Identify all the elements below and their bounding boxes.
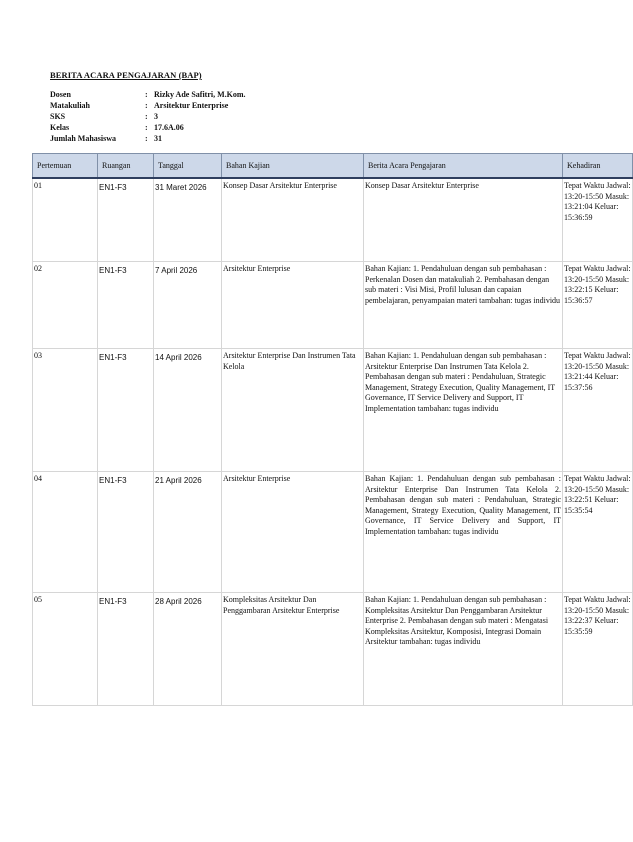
table-row: [33, 262, 633, 349]
cell-ruangan: EN1-F3: [98, 178, 154, 262]
info-label: Matakuliah: [50, 101, 91, 110]
col-header-ruangan: Ruangan: [98, 154, 154, 179]
cell-tanggal: 14 April 2026: [154, 349, 222, 472]
table-row: [33, 472, 633, 593]
cell-kehadiran: Tepat Waktu Jadwal: 13:20-15:50 Masuk: 13:22:51 Keluar: 15:35:54: [563, 472, 633, 593]
cell-bahan-kajian: Arsitektur Enterprise: [222, 262, 364, 349]
cell-tanggal: 21 April 2026: [154, 472, 222, 593]
col-header-pertemuan: Pertemuan: [33, 154, 98, 179]
info-value: Rizky Ade Safitri, M.Kom.: [154, 90, 246, 99]
cell-tanggal: 31 Maret 2026: [154, 178, 222, 262]
col-header-berita-acara: Berita Acara Pengajaran: [364, 154, 563, 179]
cell-tanggal: 28 April 2026: [154, 593, 222, 706]
cell-berita-acara: Konsep Dasar Arsitektur Enterprise: [364, 178, 563, 262]
cell-pertemuan: 02: [33, 262, 98, 349]
cell-kehadiran: Tepat Waktu Jadwal: 13:20-15:50 Masuk: 13:21:44 Keluar: 15:37:56: [563, 349, 633, 472]
cell-berita-acara: Bahan Kajian: 1. Pendahuluan dengan sub pembahasan : Arsitektur Enterprise Dan Instrumen Tata Kelola 2. Pembahasan dengan sub materi : Pendahuluan, Strategic Management, Strategy Execution, Quality Management, IT Governance, IT Service Delivery and Support, IT Implementation tambahan: tugas individu: [364, 472, 563, 593]
info-row-kelas: Kelas : 17.6A.06: [50, 123, 184, 132]
cell-berita-acara: Bahan Kajian: 1. Pendahuluan dengan sub pembahasan : Perkenalan Dosen dan matakuliah 2. Pembahasan dengan sub materi : Visi Misi, Profil lulusan dan capaian pembelajaran, penyampaian materi tambahan: tugas individu: [364, 262, 563, 349]
table-row: [33, 593, 633, 706]
bap-table: [32, 153, 633, 706]
info-value: Arsitektur Enterprise: [154, 101, 229, 110]
cell-pertemuan: 01: [33, 178, 98, 262]
cell-pertemuan: 04: [33, 472, 98, 593]
cell-pertemuan: 05: [33, 593, 98, 706]
info-value: 3: [154, 112, 158, 121]
course-info: [50, 89, 246, 144]
cell-berita-acara: Bahan Kajian: 1. Pendahuluan dengan sub pembahasan : Kompleksitas Arsitektur Dan Penggambaran Arsitektur Enterprise 2. Pembahasan dengan sub materi : Mengatasi Kompleksitas Arsitektur, Komposisi, Integrasi Domain Arsitektur tambahan: tugas individu: [364, 593, 563, 706]
info-label: SKS: [50, 112, 66, 121]
info-row-sks: SKS : 3: [50, 112, 158, 121]
cell-ruangan: EN1-F3: [98, 262, 154, 349]
cell-ruangan: EN1-F3: [98, 349, 154, 472]
info-row-dosen: Dosen : Rizky Ade Safitri, M.Kom.: [50, 90, 246, 99]
info-label: Dosen: [50, 90, 71, 99]
cell-tanggal: 7 April 2026: [154, 262, 222, 349]
info-value: 17.6A.06: [154, 123, 184, 132]
cell-bahan-kajian: Arsitektur Enterprise Dan Instrumen Tata Kelola: [222, 349, 364, 472]
cell-bahan-kajian: Kompleksitas Arsitektur Dan Penggambaran Arsitektur Enterprise: [222, 593, 364, 706]
info-label: Jumlah Mahasiswa: [50, 134, 117, 143]
cell-kehadiran: Tepat Waktu Jadwal: 13:20-15:50 Masuk: 13:22:37 Keluar: 15:35:59: [563, 593, 633, 706]
col-header-bahan-kajian: Bahan Kajian: [222, 154, 364, 179]
cell-kehadiran: Tepat Waktu Jadwal: 13:20-15:50 Masuk: 13:21:04 Keluar: 15:36:59: [563, 178, 633, 262]
info-row-jumlah-mahasiswa: Jumlah Mahasiswa : 31: [50, 134, 162, 143]
cell-bahan-kajian: Arsitektur Enterprise: [222, 472, 364, 593]
cell-bahan-kajian: Konsep Dasar Arsitektur Enterprise: [222, 178, 364, 262]
cell-kehadiran: Tepat Waktu Jadwal: 13:20-15:50 Masuk: 13:22:15 Keluar: 15:36:57: [563, 262, 633, 349]
table-row: [33, 349, 633, 472]
col-header-kehadiran: Kehadiran: [563, 154, 633, 179]
cell-ruangan: EN1-F3: [98, 472, 154, 593]
col-header-tanggal: Tanggal: [154, 154, 222, 179]
cell-berita-acara: Bahan Kajian: 1. Pendahuluan dengan sub pembahasan : Arsitektur Enterprise Dan Instrumen Tata Kelola 2. Pembahasan dengan sub materi : Pendahuluan, Strategic Management, Strategy Execution, Quality Management, IT Governance, IT Service Delivery and Support, IT Implementation tambahan: tugas individu: [364, 349, 563, 472]
info-row-matakuliah: Matakuliah : Arsitektur Enterprise: [50, 101, 229, 110]
info-label: Kelas: [50, 123, 70, 132]
cell-pertemuan: 03: [33, 349, 98, 472]
table-header-row: [33, 154, 633, 179]
cell-ruangan: EN1-F3: [98, 593, 154, 706]
table-row: [33, 178, 633, 262]
info-value: 31: [154, 134, 162, 143]
page-title: BERITA ACARA PENGAJARAN (BAP): [50, 70, 202, 80]
